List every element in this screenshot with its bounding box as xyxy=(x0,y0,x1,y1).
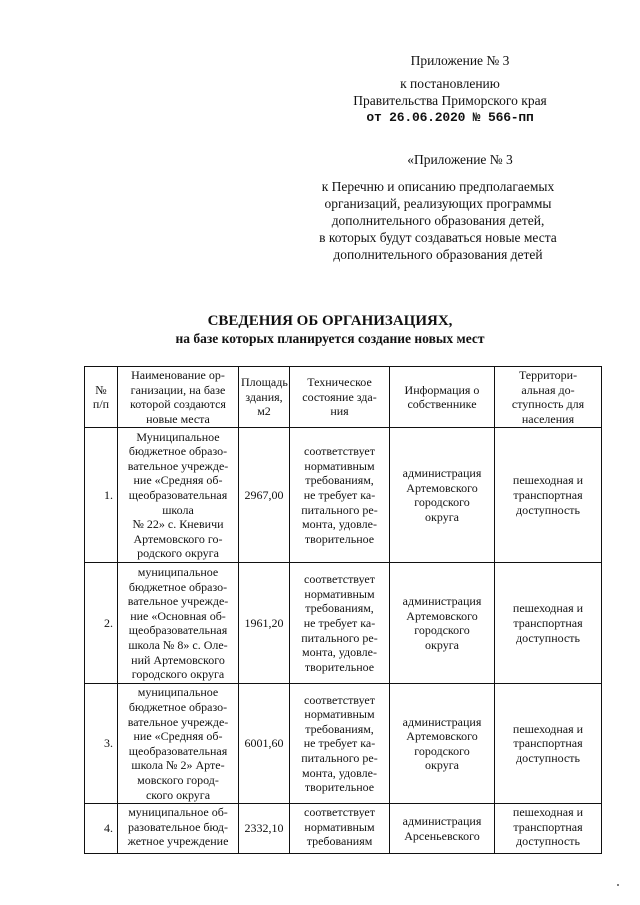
header-organization-name: Наименование ор- ганизации, на базе которой создаются новые места xyxy=(118,367,239,428)
table-header-row xyxy=(85,367,602,428)
government-line: Правительства Приморского края xyxy=(353,93,547,108)
appendix-heading xyxy=(330,52,590,69)
technical-state-cell: соответствует нормативным требованиям, не требует ка- питального ре- монта, удовле- творительное xyxy=(290,428,390,563)
table-row xyxy=(85,428,602,563)
owner-info-cell: администрация Артемовского городского округа xyxy=(390,684,495,804)
accessibility-cell: пешеходная и транспортная доступность xyxy=(495,684,602,804)
description-line: в которых будут создаваться новые места xyxy=(319,230,557,245)
building-area-cell: 2967,00 xyxy=(239,428,290,563)
row-number: 2. xyxy=(85,563,118,684)
header-number: № п/п xyxy=(85,367,118,428)
description-line: дополнительного образования детей, xyxy=(331,213,545,228)
table-row xyxy=(85,804,602,854)
table-row xyxy=(85,684,602,804)
header-building-area: Площадь здания, м2 xyxy=(239,367,290,428)
technical-state-cell: соответствует нормативным требованиям, не требует ка- питального ре- монта, удовле- творительное xyxy=(290,684,390,804)
organization-name-cell: Муниципальное бюджетное образо- вательное учрежде- ние «Средняя об- щеобразовательная школа № 22» с. Кневичи Артемовского го- родского округа xyxy=(118,428,239,563)
resolution-reference xyxy=(300,75,600,126)
owner-info-cell: администрация Арсеньевского xyxy=(390,804,495,854)
organization-name-cell: муниципальное бюджетное образо- вательное учрежде- ние «Средняя об- щеобразовательная школа № 2» Арте- мовского город- ского округа xyxy=(118,684,239,804)
owner-info-cell: администрация Артемовского городского округа xyxy=(390,563,495,684)
organization-name-cell: муниципальное об- разовательное бюд- жетное учреждение xyxy=(118,804,239,854)
scan-speck xyxy=(617,884,619,886)
table-row xyxy=(85,563,602,684)
owner-info-cell: администрация Артемовского городского округа xyxy=(390,428,495,563)
building-area-cell: 6001,60 xyxy=(239,684,290,804)
building-area-cell: 2332,10 xyxy=(239,804,290,854)
to-resolution-line: к постановлению xyxy=(400,76,500,91)
technical-state-cell: соответствует нормативным требованиям xyxy=(290,804,390,854)
description-line: дополнительного образования детей xyxy=(333,247,543,262)
resolution-date-stamp: от 26.06.2020 № 566-пп xyxy=(366,110,534,125)
header-owner-info: Информация о собственнике xyxy=(390,367,495,428)
building-area-cell: 1961,20 xyxy=(239,563,290,684)
appendix-label: Приложение № 3 xyxy=(410,53,510,68)
description-line: организаций, реализующих программы xyxy=(324,196,552,211)
header-technical-state: Техническое состояние зда- ния xyxy=(290,367,390,428)
row-number: 3. xyxy=(85,684,118,804)
document-subtitle: на базе которых планируется создание новых мест xyxy=(175,331,485,346)
accessibility-cell: пешеходная и транспортная доступность xyxy=(495,428,602,563)
quoted-appendix-label: «Приложение № 3 xyxy=(407,152,513,167)
accessibility-cell: пешеходная и транспортная доступность xyxy=(495,563,602,684)
header-accessibility: Территори- альная до- ступность для населения xyxy=(495,367,602,428)
description-line: к Перечню и описанию предполагаемых xyxy=(321,179,555,194)
row-number: 4. xyxy=(85,804,118,854)
technical-state-cell: соответствует нормативным требованиям, не требует ка- питального ре- монта, удовле- творительное xyxy=(290,563,390,684)
accessibility-cell: пешеходная и транспортная доступность xyxy=(495,804,602,854)
organization-name-cell: муниципальное бюджетное образо- вательное учрежде- ние «Основная об- щеобразовательная школа № 8» с. Оле- ний Артемовского городского округа xyxy=(118,563,239,684)
document-title: СВЕДЕНИЯ ОБ ОРГАНИЗАЦИЯХ, xyxy=(207,313,453,329)
organizations-table xyxy=(84,366,602,854)
appendix-description xyxy=(288,178,588,263)
quoted-appendix-heading xyxy=(350,151,570,168)
row-number: 1. xyxy=(85,428,118,563)
